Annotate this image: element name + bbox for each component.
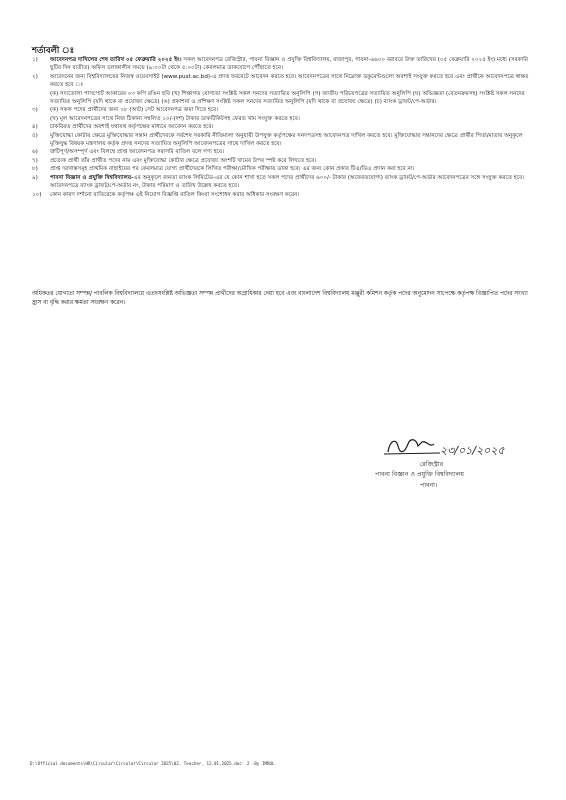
conditions-heading: শর্তাবলী ঃ <box>32 46 75 56</box>
conditions-list <box>32 56 532 199</box>
condition-item <box>32 115 532 123</box>
condition-item <box>32 56 532 73</box>
condition-text <box>50 123 532 131</box>
condition-body: ত্রুটিপূর্ণ/অসম্পূর্ণ এবং বিলম্বে প্রাপ্ত আবেদনপত্র সরাসরি বাতিল বলে গণ্য হবে। <box>50 149 225 156</box>
svg-text:২৩/০১/২০২৫: ২৩/০১/২০২৫ <box>440 444 505 457</box>
signatory-title: রেজিস্ট্রার <box>420 461 444 468</box>
condition-item <box>32 73 532 90</box>
condition-item <box>32 148 532 156</box>
condition-item <box>32 165 532 173</box>
condition-number: ৫) <box>32 132 38 139</box>
handwritten-signature <box>380 432 530 460</box>
condition-body: প্রত্যেক প্রার্থী তাঁর প্রার্থীত পদের নাম এবং মুক্তিযোদ্ধা কোটার ক্ষেত্রে প্রযোজ্য অংশটি খামের উপর স্পষ্ট করে লিখতে হবে। <box>50 157 317 164</box>
condition-text <box>50 73 532 90</box>
condition-number: ১) <box>32 57 38 63</box>
condition-text <box>50 132 532 149</box>
condition-number <box>32 90 50 107</box>
signature-block <box>375 432 540 592</box>
condition-text <box>50 157 532 165</box>
condition-number: ৮) <box>32 166 38 173</box>
condition-number: ১০) <box>32 191 42 198</box>
condition-item <box>32 132 532 149</box>
condition-text <box>50 165 532 173</box>
condition-body: সকল আবেদনপত্র রেজিস্ট্রার, পাবনা বিজ্ঞান ও প্রযুক্তি বিশ্ববিদ্যালয়, রাজাপুর, পাবনা-৬৬০০ বরাবরে উক্ত তারিখের (০৫ ফেব্রুয়ারি ২০২৫ ইং) মধ্যে (সরকারি ছুটির দিন ব্যতীত) অফিস চলাকালীন সময়ে (৯:০০টা থেকে ৫:০০টা) কেবলমাত্র ডাকযোগে পৌঁছাতে হবে। <box>50 57 528 72</box>
condition-lead: আবেদনপত্র দাখিলের শেষ তারিখ ০৫ ফেব্রুয়ারি ২০২৫ ইং। <box>50 57 182 63</box>
condition-item <box>32 106 532 114</box>
closing-paragraph: অধিকতর যোগ্যতা সম্পন্ন/ পাবলিক বিশ্ববিদ্যালয়ে এতদসংশ্লিষ্ট অভিজ্ঞতা সম্পন্ন প্রার্থীদের অগ্রাধিকার দেয়া হবে এবং বাংলাদেশ বিশ্ববিদ্যালয় মঞ্জুরী কমিশন কর্তৃক পদের অনুমোদন সাপেক্ষে কর্তৃপক্ষ বিজ্ঞাপিত পদের সংখ্যা হ্রাস বা বৃদ্ধি করার ক্ষমতা সংরক্ষণ করেন। <box>32 291 528 306</box>
condition-number <box>32 115 50 123</box>
condition-body: এর অনুকূলে জনতা ব্যাংক লিমিটেড-এর যে কোন শাখা হতে সকল পদের প্রার্থীদের ৬০০/- টাকার (অফেরতযোগ্য) ব্যাংক ড্রাফট/পে-অর্ডার আবেদনপত্রের সঙ্গে সংযুক্ত করতে হবে। আবেদনপত্রে ব্যাংক ড্রাফট/পে-অর্ডার নং, টাকার পরিমাণ ও তারিখ উল্লেখ করতে হবে। <box>50 174 525 190</box>
condition-body: (ক) সদ্যতোলা পাসপোর্ট আকারের ০৩ কপি রঙিন ছবি (খ) শিক্ষাগত যোগ্যতা সংশ্লিষ্ট সকল সনদের সত্যায়িত অনুলিপি (গ) জাতীয় পরিচয়পত্রের সত্যায়িত অনুলিপি (ঘ) অভিজ্ঞতা (বেতনক্রমসহ) সংশ্লিষ্ট সকল সনদের সত্যায়িত অনুলিপি (যদি থাকে বা প্রযোজ্য ক্ষেত্রে) (ঙ) প্রকাশনা ও প্রশিক্ষণ সংশ্লিষ্ট সকল সনদের সত্যায়িত অনুলিপি (যদি থাকে বা প্রযোজ্য ক্ষেত্রে) (চ) ব্যাংক ড্রাফট/পে-অর্ডার। <box>50 90 525 106</box>
condition-body: (ক) সকল পদের প্রার্থীদের জন্য ০৮ (আট) সেট আবেদনপত্র জমা দিতে হবে। <box>50 107 219 114</box>
condition-body: কোন কারণ দর্শানো ব্যতিরেকে কর্তৃপক্ষ এই নিয়োগ বিজ্ঞপ্তি বাতিল কিংবা সংশোধন করার অধিকার সংরক্ষণ করেন। <box>50 191 300 198</box>
signatory-place: পাবনা। <box>420 482 438 489</box>
condition-text <box>50 90 532 107</box>
condition-text <box>50 174 532 191</box>
condition-body: চাকরিরত প্রার্থীদের অবশ্যই যথাযথ কর্তৃপক্ষের মাধ্যমে আবেদন করতে হবে। <box>50 124 214 131</box>
condition-text <box>50 148 532 156</box>
condition-item <box>32 157 532 165</box>
condition-item <box>32 90 532 107</box>
condition-body: আবেদনের জন্য বিশ্ববিদ্যালয়ের নিজস্ব ওয়েবসাইট (www.pust.ac.bd)-এ প্রদত্ত ফরমেটে আবেদন করতে হবে। আবেদনপত্রের সাথে নিম্নোক্ত ডকুমেন্টগুলো অবশ্যই সংযুক্ত করতে হবে এবং প্রার্থীকে আবেদনপত্রে স্বাক্ষর করতে হবে ঃ <box>50 73 529 89</box>
condition-number: ৭) <box>32 157 38 164</box>
condition-item <box>32 123 532 131</box>
condition-item <box>32 174 532 191</box>
condition-number: ৯) <box>32 174 38 181</box>
file-path-footer: D:\Official documents\HR\Circular\Circular\Circular 2025\02. Teacher_ 12.01.2025.doc- 2 -By IMRUL <box>30 761 275 766</box>
condition-text <box>50 56 532 73</box>
signatory-institution: পাবনা বিজ্ঞান ও প্রযুক্তি বিশ্ববিদ্যালয় <box>375 471 464 478</box>
condition-item <box>32 191 532 199</box>
condition-text <box>50 106 532 114</box>
condition-number: ৬) <box>32 149 38 156</box>
condition-body: মুক্তিযোদ্ধা কোটার ক্ষেত্রে মুক্তিযোদ্ধার সন্তান প্রার্থীদেরকে সর্বশেষ সরকারি নীতিমালা অনুযায়ী উপযুক্ত কর্তৃপক্ষের সনদপত্রসহ আবেদনপত্র দাখিল করতে হবে। মুক্তিযোদ্ধার সন্তানদের ক্ষেত্রে প্রার্থীর পিতা/মাতার অনুকূলে মুক্তিযুদ্ধ বিষয়ক মন্ত্রণালয় কর্তৃক প্রদত্ত সনদের সত্যায়িত অনুলিপি আবেদনপত্রের সাথে দাখিল করতে হবে। <box>50 132 523 148</box>
condition-number: ৩) <box>32 107 38 114</box>
condition-number: ৪) <box>32 124 38 131</box>
condition-text <box>50 191 532 199</box>
condition-number: ২) <box>32 73 38 80</box>
condition-lead: পাবনা বিজ্ঞান ও প্রযুক্তি বিশ্ববিদ্যালয়- <box>50 174 134 181</box>
condition-body: প্রাপ্ত দরখাস্তসমূহ প্রাথমিক বাছাইয়ের পর কেবলমাত্র যোগ্য প্রার্থীদেরকে লিখিত পরীক্ষা/মৌখিক পরীক্ষায় ডাকা হবে। এর জন্য কোন প্রকার টিএ/ডিএ প্রদান করা হবে না। <box>50 166 415 173</box>
condition-text <box>50 115 532 123</box>
condition-body: (খ) মূল আবেদনপত্রের সাথে নিজ ঠিকানা সম্বলিত ১০/-(দশ) টাকার ডাকটিকিটসহ ফেরত খাম সংযুক্ত করতে হবে। <box>50 115 300 122</box>
